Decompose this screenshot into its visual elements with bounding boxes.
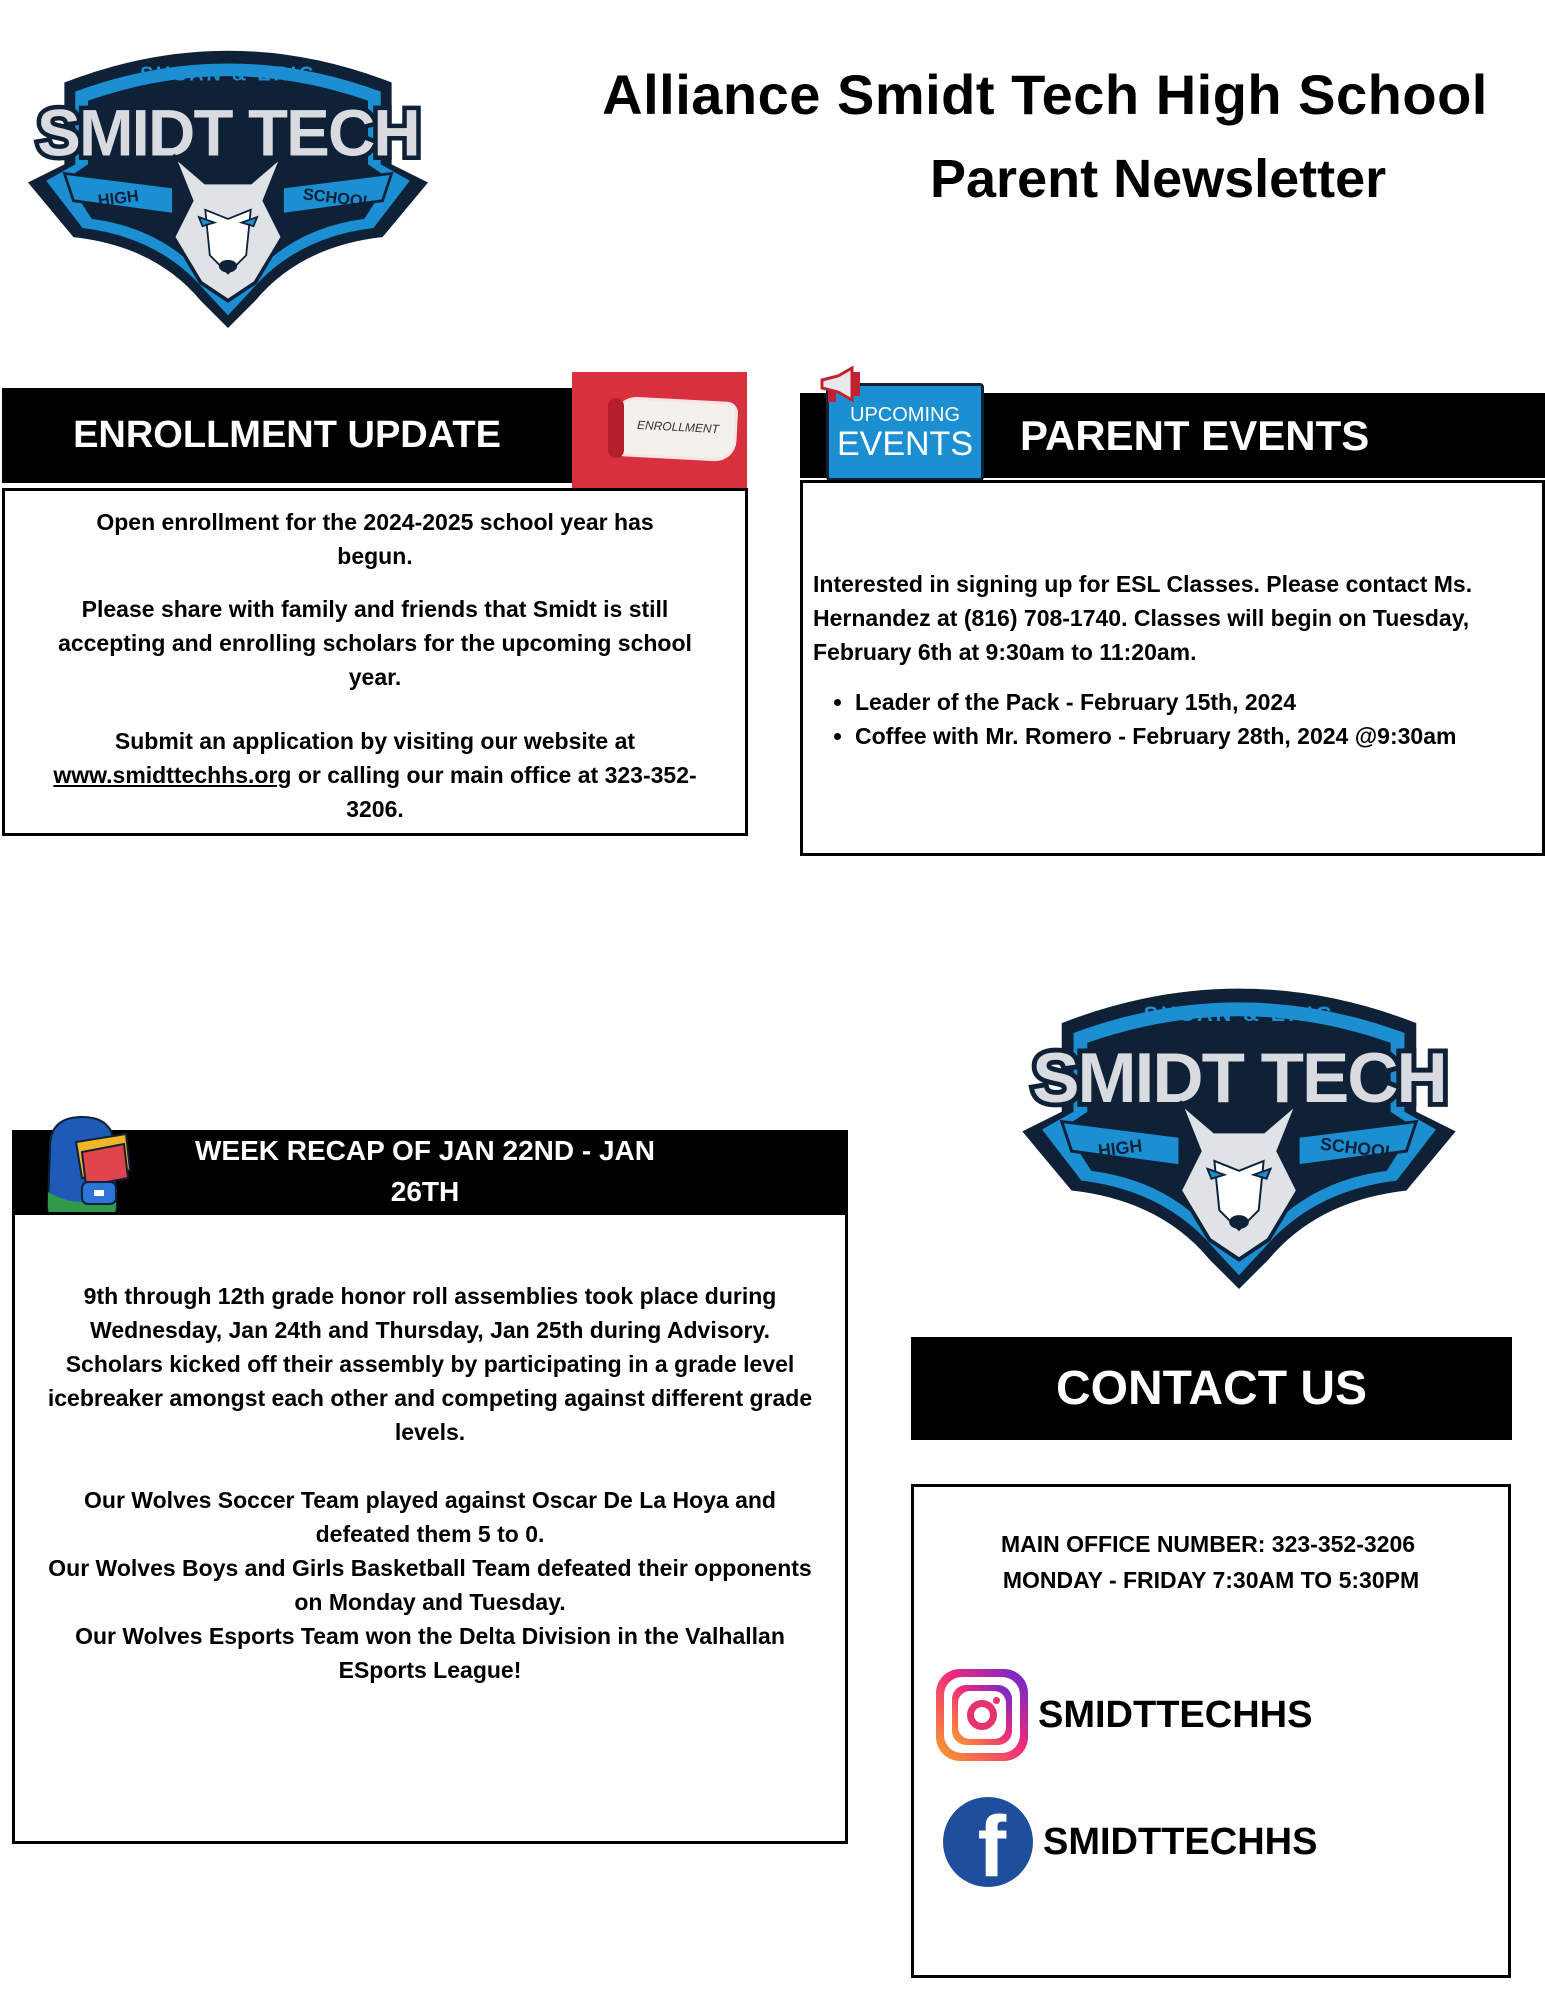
- recap-paragraph-3: Our Wolves Boys and Girls Basketball Team defeated their opponents on Monday and Tuesday.: [48, 1555, 812, 1615]
- main-office-phone: MAIN OFFICE NUMBER: 323-352-3206: [1000, 1531, 1416, 1557]
- instagram-row[interactable]: [936, 1669, 1312, 1761]
- enrollment-box: [2, 488, 748, 836]
- recap-paragraph-2: Our Wolves Soccer Team played against Oscar De La Hoya and defeated them 5 to 0.: [84, 1487, 776, 1547]
- instagram-icon[interactable]: [936, 1669, 1028, 1761]
- school-name-title: Alliance Smidt Tech High School: [602, 63, 1488, 126]
- office-hours: MONDAY - FRIDAY 7:30AM TO 5:30PM: [1002, 1567, 1420, 1593]
- event-item: • Leader of the Pack - February 15th, 2024: [855, 685, 1532, 719]
- recap-paragraph-4: Our Wolves Esports Team won the Delta Division in the Valhallan ESports League!: [75, 1623, 785, 1683]
- week-recap-heading: WEEK RECAP OF JAN 22ND - JAN 26TH: [194, 1135, 655, 1207]
- parent-events-box: [800, 480, 1545, 856]
- school-logo-bottom: [998, 964, 1480, 1294]
- event-item: • Coffee with Mr. Romero - February 28th, 2024 @9:30am: [855, 719, 1532, 753]
- enrollment-image-text: ENROLLMENT: [636, 417, 720, 437]
- enrollment-text-after-link: or calling our main office at 323-352-3206.: [291, 762, 697, 822]
- paper-curl-icon: [608, 398, 624, 458]
- website-link[interactable]: www.smidttechhs.org: [53, 762, 292, 788]
- enrollment-paragraph-2: Please share with family and friends that Smidt is still accepting and enrolling scholars for the upcoming school year.: [58, 596, 692, 690]
- enrollment-paragraph-3: [29, 724, 721, 826]
- week-recap-box: [12, 1212, 848, 1844]
- upcoming-events-line-2: EVENTS: [836, 425, 974, 463]
- instagram-handle[interactable]: SMIDTTECHHS: [1038, 1693, 1313, 1736]
- enrollment-heading: ENROLLMENT UPDATE: [73, 414, 501, 456]
- newsletter-title: Parent Newsletter: [930, 149, 1387, 209]
- school-logo-top: [8, 28, 448, 333]
- parent-events-heading: PARENT EVENTS: [1020, 411, 1370, 459]
- upcoming-events-line-1: UPCOMING: [850, 404, 960, 426]
- facebook-handle[interactable]: SMIDTTECHHS: [1043, 1820, 1318, 1863]
- recap-paragraph-1: 9th through 12th grade honor roll assemblies took place during Wednesday, Jan 24th and Thursday, Jan 25th during Advisory. Scholars kicked off their assembly by participating in a grade level icebreaker amongst each other and competing against different grade levels.: [47, 1283, 813, 1445]
- enrollment-text-before-link: Submit an application by visiting our website at: [114, 728, 636, 754]
- enrollment-paragraph-1: Open enrollment for the 2024-2025 school year has begun.: [96, 509, 654, 569]
- facebook-row[interactable]: [943, 1797, 1317, 1887]
- enrollment-heading-bar: [2, 388, 572, 483]
- events-list: [813, 685, 1532, 753]
- enrollment-image: [572, 372, 747, 488]
- facebook-icon[interactable]: f: [943, 1797, 1033, 1887]
- contact-heading-bar: [911, 1337, 1512, 1440]
- contact-heading: CONTACT US: [1055, 1362, 1368, 1415]
- esl-info-paragraph: Interested in signing up for ESL Classes. Please contact Ms. Hernandez at (816) 708-1740. Classes will begin on Tuesday, February 6th at 9:30am to 11:20am.: [813, 571, 1473, 665]
- megaphone-icon: [818, 366, 864, 411]
